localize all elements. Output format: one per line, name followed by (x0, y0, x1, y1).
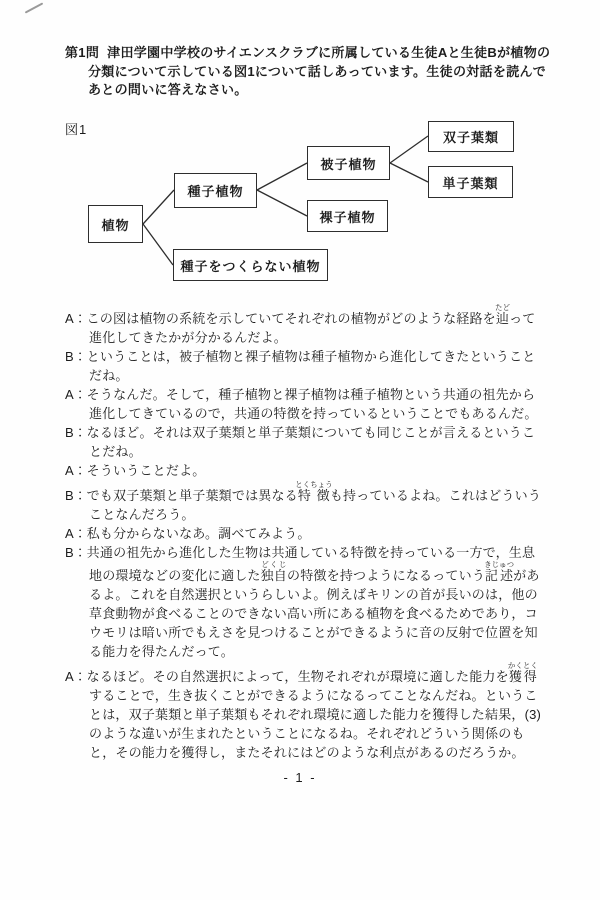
speaker-label: A： (65, 526, 87, 541)
problem-text-line3: あとの問いに答えなさい。 (88, 82, 248, 97)
page-number: - 1 - (283, 770, 317, 785)
speaker-label: B： (65, 488, 87, 503)
figure-edge-4 (257, 190, 307, 216)
figure-edge-1 (143, 190, 174, 224)
speaker-label: A： (65, 387, 87, 402)
figure-node-angiosperm: 被子植物 (307, 146, 390, 180)
ruby-term: 独自どくじ (260, 560, 288, 583)
figure-node-gymnosperm: 裸子植物 (307, 200, 388, 232)
problem-statement (65, 44, 551, 100)
problem-text-line1: 津田学園中学校のサイエンスクラブに所属している生徒Aと生徒Bが植物の (107, 45, 551, 60)
dialogue-turn-8: B：共通の祖先から進化した生物は共通している特徴を持っている一方で，生息地の環境などの変化に適した独自どくじの特徴を持つようになるっていう記述きじゅつがあるよ。これを自然選択というらしいよ。例えばキリンの首が長いのは，他の草食動物が食べることのできない高い所にある植物を食べるためであり，コウモリは暗い所でもえさを見つけることができるように音の反射で位置を知る能力を得たんだって。 (65, 545, 540, 659)
ruby-term: 辿たど (494, 303, 510, 326)
problem-number: 第1問 (65, 45, 100, 60)
figure-node-plant: 植物 (88, 205, 143, 243)
speaker-label: A： (65, 311, 87, 326)
dialogue-turn-6: B：でも双子葉類と単子葉類では異なる特徴とくちょうも持っているよね。これはどういうことなんだろう。 (65, 480, 542, 522)
problem-statement-line1 (65, 44, 551, 63)
scan-artifact (25, 2, 44, 13)
figure-edge-2 (143, 224, 173, 265)
dialogue (65, 303, 547, 762)
figure-node-monocot: 単子葉類 (428, 166, 513, 198)
speaker-label: A： (65, 669, 87, 684)
figure-edge-5 (390, 136, 428, 163)
ruby-term: 特徴とくちょう (295, 480, 333, 503)
dialogue-turn-5: A：そういうことだよ。 (65, 463, 206, 478)
dialogue-turn-7: A：私も分からないなあ。調べてみよう。 (65, 526, 311, 541)
ruby-term: 獲得かくとく (507, 661, 538, 684)
dialogue-turn-1: A：この図は植物の系統を示していてそれぞれの植物がどのような経路を辿たどって進化してきたかが分かるんだよ。 (65, 303, 536, 345)
figure-edge-6 (390, 163, 428, 182)
figure-node-no-seed: 種子をつくらない植物 (173, 249, 328, 281)
speaker-label: B： (65, 545, 87, 560)
speaker-label: B： (65, 425, 87, 440)
figure-edge-3 (257, 163, 307, 190)
speaker-label: A： (65, 463, 87, 478)
dialogue-turn-9: A：なるほど。その自然選択によって，生物それぞれが環境に適した能力を獲得かくとくすることで，生き抜くことができるようになるってことなんだね。ということは，双子葉類と単子葉類もそれぞれ環境に適した能力を獲得した結果，(3) のような違いが生まれたということになるね。それぞれどういう関係のもと，その能力を獲得し，またそれにはどのような利点があるのだろうか。 (65, 661, 542, 760)
problem-text-line2: 分類について示している図1について話しあっています。生徒の対話を読んで (88, 63, 547, 79)
speaker-label: B： (65, 349, 87, 364)
figure-node-dicot: 双子葉類 (428, 121, 514, 152)
figure-caption: 図1 (65, 122, 88, 137)
dialogue-turn-3: A：そうなんだ。そして，種子植物と裸子植物は種子植物という共通の祖先から進化してきているので，共通の特徴を持っているということでもあるんだ。 (65, 387, 538, 421)
dialogue-turn-4: B：なるほど。それは双子葉類と単子葉類についても同じことが言えるということだね。 (65, 425, 536, 459)
ruby-term: 記述きじゅつ (484, 560, 515, 583)
figure-diagram (60, 118, 542, 293)
dialogue-turn-2: B：ということは，被子植物と裸子植物は種子植物から進化してきたということだね。 (65, 349, 536, 383)
figure-node-seed-plant: 種子植物 (174, 173, 257, 208)
